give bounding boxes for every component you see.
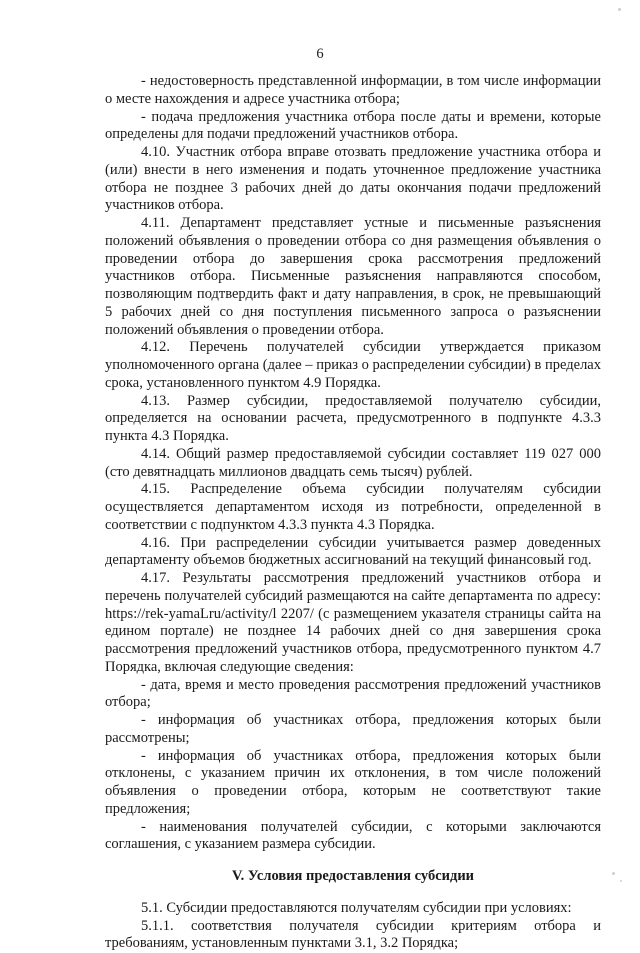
scan-speck (612, 872, 615, 875)
clause-4-12: 4.12. Перечень получателей субсидии утверждается приказом уполномоченного органа (далее – приказ о распределении субсидии) в пределах срока, установленного пунктом 4.9 Порядка. (105, 339, 601, 392)
list-item-late-submission: - подача предложения участника отбора после даты и времени, которые определены для подачи предложений участников отбора. (105, 109, 601, 145)
clause-4-14: 4.14. Общий размер предоставляемой субсидии составляет 119 027 000 (сто девятнадцать миллионов двадцать семь тысяч) рублей. (105, 446, 601, 482)
list-item-recipients: - наименования получателей субсидии, с которыми заключаются соглашения, с указанием размера субсидии. (105, 819, 601, 855)
list-item-unreliable-info: - недостоверность представленной информации, в том числе информации о месте нахождения и адресе участника отбора; (105, 73, 601, 109)
list-item-date-place: - дата, время и место проведения рассмотрения предложений участников отбора; (105, 677, 601, 713)
clause-4-15: 4.15. Распределение объема субсидии получателям субсидии осуществляется департаментом исходя из потребности, определенной в соответствии с подпунктом 4.3.3 пункта 4.3 Порядка. (105, 481, 601, 534)
document-body (105, 73, 601, 953)
clause-4-13: 4.13. Размер субсидии, предоставляемой получателю субсидии, определяется на основании расчета, предусмотренного в подпункте 4.3.3 пункта 4.3 Порядка. (105, 393, 601, 446)
list-item-rejected: - информация об участниках отбора, предложения которых были отклонены, с указанием причин их отклонения, в том числе положений объявления о проведении отбора, которым не соответствуют такие предложения; (105, 748, 601, 819)
page-number: 6 (0, 46, 640, 63)
clause-5-1: 5.1. Субсидии предоставляются получателям субсидии при условиях: (105, 900, 601, 918)
list-item-considered: - информация об участниках отбора, предложения которых были рассмотрены; (105, 712, 601, 748)
scan-speck (618, 8, 621, 11)
clause-4-11: 4.11. Департамент представляет устные и письменные разъяснения положений объявления о проведении отбора со дня размещения объявления о проведении отбора до завершения срока рассмотрения предложений участников отбора. Письменные разъяснения направляются способом, позволяющим подтвердить факт и дату направления, в срок, не превышающий 5 рабочих дней со дня поступления письменного запроса о разъяснении положений объявления о проведении отбора. (105, 215, 601, 339)
scan-speck (620, 880, 622, 882)
section-heading: V. Условия предоставления субсидии (105, 868, 601, 886)
clause-5-1-1: 5.1.1. соответствия получателя субсидии критериям отбора и требованиям, установленным пунктами 3.1, 3.2 Порядка; (105, 918, 601, 953)
clause-4-16: 4.16. При распределении субсидии учитывается размер доведенных департаменту объемов бюджетных ассигнований на текущий финансовый год. (105, 535, 601, 571)
clause-4-10: 4.10. Участник отбора вправе отозвать предложение участника отбора и (или) внести в него изменения и подать уточненное предложение участника отбора не позднее 3 рабочих дней до даты окончания подачи предложений участников отбора. (105, 144, 601, 215)
clause-4-17: 4.17. Результаты рассмотрения предложений участников отбора и перечень получателей субсидий размещаются на сайте департамента по адресу: https://rek-yamaLru/activity/l 2207/ (с размещением указателя страницы сайта на едином портале) не позднее 14 рабочих дней со дня завершения срока рассмотрения предложений участников отбора, предусмотренного пунктом 4.7 Порядка, включая следующие сведения: (105, 570, 601, 677)
